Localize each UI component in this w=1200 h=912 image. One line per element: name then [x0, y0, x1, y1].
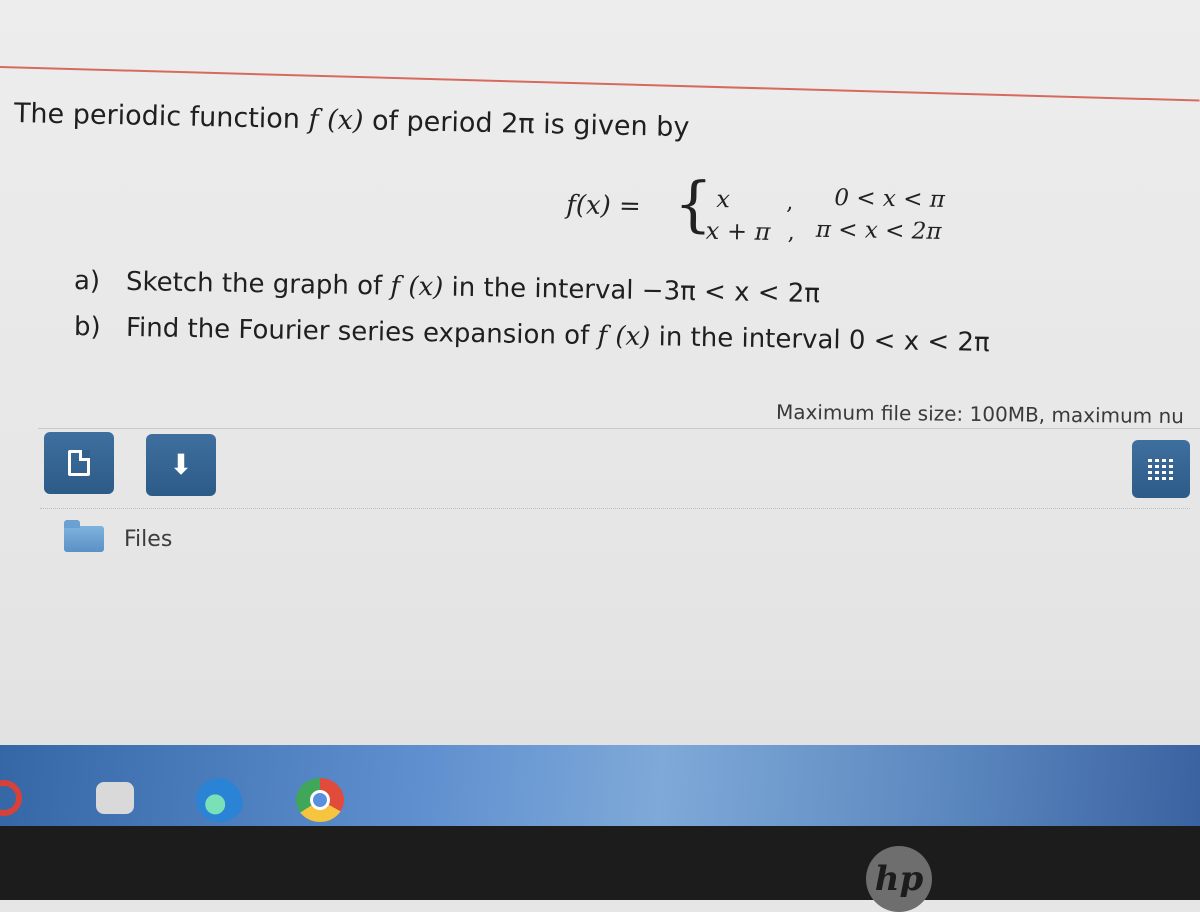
- chrome-icon[interactable]: [296, 778, 344, 822]
- piecewise-formula: [565, 169, 986, 263]
- part-a-suffix: in the interval −3π < x < 2π: [443, 272, 821, 310]
- case2-condition: π < x < 2π: [815, 216, 942, 245]
- file-icon: [68, 450, 90, 476]
- case1-expression: x: [716, 184, 731, 214]
- formula-brace: {: [673, 169, 714, 240]
- laptop-bezel: [0, 826, 1200, 900]
- case1-condition: 0 < x < π: [834, 185, 946, 213]
- add-file-button[interactable]: [44, 432, 114, 494]
- part-a-prefix: Sketch the graph of: [125, 266, 391, 302]
- hp-logo: hp: [866, 846, 932, 912]
- case2-expression: x + π: [705, 216, 771, 246]
- intro-function: f (x): [308, 104, 364, 137]
- part-a-function: f (x): [390, 271, 444, 303]
- download-button[interactable]: [146, 434, 216, 496]
- max-file-size-text: Maximum file size: 100MB, maximum nu: [775, 399, 1185, 429]
- top-divider: [0, 66, 1200, 102]
- part-a-tag: a): [73, 266, 101, 297]
- case1-separator: ,: [786, 190, 794, 216]
- taskbar: [0, 745, 1200, 830]
- question-intro: [14, 98, 690, 143]
- question-part-b: [74, 312, 990, 358]
- download-icon: ⬇: [169, 448, 193, 481]
- intro-prefix: The periodic function: [13, 98, 309, 136]
- edge-icon[interactable]: [196, 778, 244, 822]
- folder-path-divider: [40, 508, 1190, 509]
- part-b-suffix: in the interval 0 < x < 2π: [650, 322, 990, 358]
- part-b-prefix: Find the Fourier series expansion of: [125, 312, 598, 352]
- formula-lhs: f(x) =: [565, 190, 642, 222]
- files-folder-label[interactable]: Files: [124, 527, 173, 552]
- meet-icon[interactable]: [96, 782, 134, 814]
- part-b-tag: b): [73, 312, 101, 343]
- grid-view-button[interactable]: [1132, 440, 1190, 498]
- part-b-function: f (x): [597, 321, 651, 353]
- question-part-a: [74, 266, 821, 309]
- intro-suffix: of period 2π is given by: [363, 105, 690, 144]
- grid-icon: [1148, 458, 1174, 480]
- case2-separator: ,: [787, 220, 795, 246]
- folder-icon[interactable]: [64, 526, 104, 552]
